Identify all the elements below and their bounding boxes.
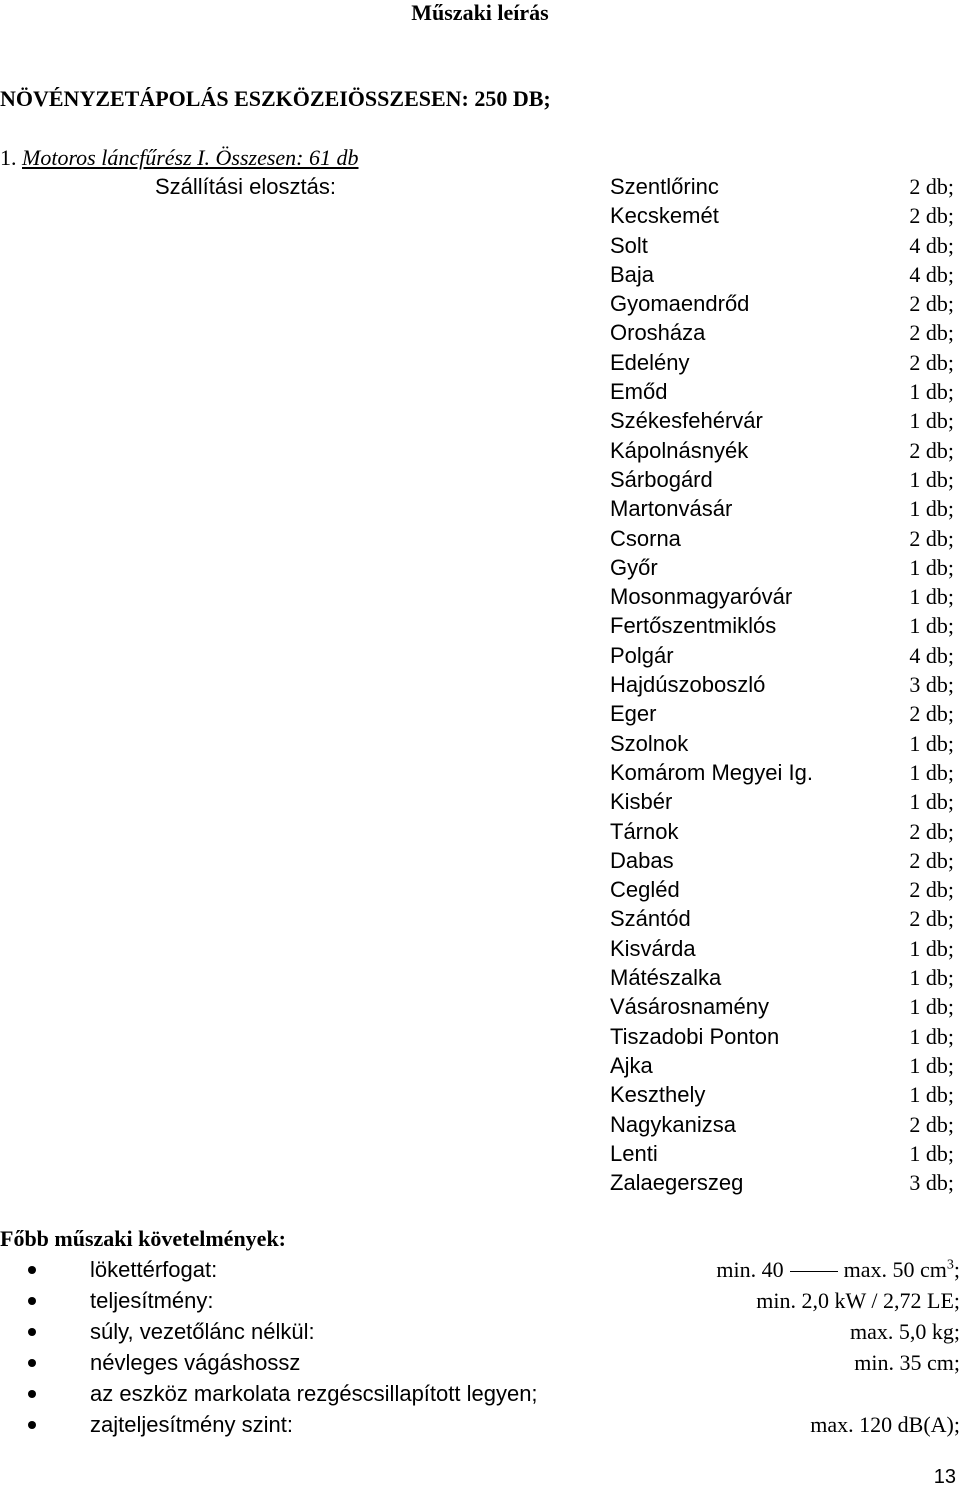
list-item (610, 291, 954, 320)
requirement-value: min. 35 cm; (854, 1350, 960, 1375)
requirement-cut-length (0, 1350, 960, 1381)
main-heading: NÖVÉNYZETÁPOLÁS ESZKÖZEIÖSSZESEN: 250 DB; (0, 86, 551, 111)
requirement-label: az eszköz markolata rezgéscsillapított legyen; (90, 1381, 538, 1406)
list-item (610, 731, 954, 760)
requirements-heading: Főbb műszaki követelmények: (0, 1226, 286, 1251)
city-name: Mátészalka (610, 965, 722, 991)
city-name: Szentlőrinc (610, 174, 719, 199)
list-item (610, 819, 954, 848)
requirement-label: zajteljesítmény szint: (90, 1412, 293, 1437)
list-item (610, 965, 954, 994)
quantity: 2 db; (909, 349, 954, 375)
city-name: Martonvásár (610, 496, 733, 522)
quantity: 1 db; (909, 584, 954, 610)
requirement-label: lökettérfogat: (90, 1257, 218, 1282)
list-item (610, 526, 954, 555)
quantity: 3 db; (909, 672, 954, 698)
city-name: Polgár (610, 642, 674, 668)
requirements-list (0, 1257, 960, 1443)
quantity: 4 db; (909, 261, 954, 287)
city-name: Győr (610, 554, 658, 580)
list-item (610, 643, 954, 672)
city-name: Fertőszentmiklós (610, 613, 777, 639)
requirement-displacement (0, 1257, 960, 1288)
city-name: Kápolnásnyék (610, 437, 749, 463)
list-item (610, 994, 954, 1023)
quantity: 1 db; (909, 730, 954, 756)
quantity: 1 db; (909, 1140, 954, 1166)
list-item (610, 789, 954, 818)
quantity: 1 db; (909, 994, 954, 1020)
value-max: max. 50 cm (843, 1257, 947, 1282)
requirement-vibration (0, 1381, 960, 1412)
list-item (610, 584, 954, 613)
quantity: 2 db; (909, 847, 954, 873)
city-name: Vásárosnamény (610, 994, 769, 1020)
quantity: 2 db; (909, 203, 954, 229)
city-name: Dabas (610, 847, 674, 873)
list-item (610, 467, 954, 496)
quantity: 1 db; (909, 466, 954, 492)
list-item (610, 408, 954, 437)
list-item (610, 496, 954, 525)
quantity: 2 db; (909, 291, 954, 317)
city-name: Orosháza (610, 320, 706, 346)
list-item (610, 760, 954, 789)
bullet-icon (28, 1421, 36, 1429)
bullet-icon (28, 1297, 36, 1305)
distribution-list (610, 174, 954, 1199)
page-title: Műszaki leírás (411, 0, 549, 25)
quantity: 4 db; (909, 642, 954, 668)
quantity: 2 db; (909, 320, 954, 346)
section-title: Motoros láncfűrész I. Összesen: 61 db (22, 145, 359, 170)
city-name: Nagykanizsa (610, 1111, 736, 1137)
city-name: Tárnok (610, 818, 679, 844)
section-heading (0, 145, 359, 171)
quantity: 2 db; (909, 437, 954, 463)
city-name: Ajka (610, 1052, 653, 1078)
list-item (610, 233, 954, 262)
list-item (610, 672, 954, 701)
quantity: 1 db; (909, 1023, 954, 1049)
city-name: Solt (610, 232, 648, 258)
list-item (610, 1053, 954, 1082)
city-name: Kisbér (610, 789, 673, 815)
page-number: 13 (933, 1466, 956, 1488)
bullet-icon (28, 1390, 36, 1398)
list-item (610, 848, 954, 877)
requirement-label: névleges vágáshossz (90, 1350, 301, 1375)
quantity: 2 db; (909, 818, 954, 844)
city-name: Csorna (610, 525, 681, 551)
list-item (610, 613, 954, 642)
list-item (610, 936, 954, 965)
list-item (610, 1024, 954, 1053)
value-superscript: 3 (946, 1257, 954, 1273)
requirement-value: max. 120 dB(A); (810, 1412, 960, 1437)
list-item (610, 1170, 954, 1199)
quantity: 1 db; (909, 379, 954, 405)
city-name: Kecskemét (610, 203, 719, 229)
requirement-weight (0, 1319, 960, 1350)
quantity: 1 db; (909, 965, 954, 991)
list-item (610, 555, 954, 584)
bullet-icon (28, 1359, 36, 1367)
city-name: Komárom Megyei Ig. (610, 759, 813, 785)
list-item (610, 262, 954, 291)
requirement-value: min. 2,0 kW / 2,72 LE; (756, 1288, 960, 1313)
city-name: Emőd (610, 379, 668, 405)
list-item (610, 379, 954, 408)
list-item (610, 906, 954, 935)
city-name: Székesfehérvár (610, 408, 763, 434)
city-name: Mosonmagyaróvár (610, 584, 793, 610)
quantity: 1 db; (909, 789, 954, 815)
value-min: min. 40 (716, 1257, 784, 1282)
city-name: Zalaegerszeg (610, 1170, 744, 1196)
city-name: Szolnok (610, 730, 689, 756)
quantity: 3 db; (909, 1170, 954, 1196)
city-name: Tiszadobi Ponton (610, 1023, 780, 1049)
bullet-icon (28, 1266, 36, 1274)
city-name: Sárbogárd (610, 466, 713, 492)
quantity: 1 db; (909, 496, 954, 522)
quantity: 1 db; (909, 759, 954, 785)
list-item (610, 1141, 954, 1170)
quantity: 1 db; (909, 1052, 954, 1078)
quantity: 1 db; (909, 1082, 954, 1108)
list-item (610, 350, 954, 379)
city-name: Kisvárda (610, 935, 696, 961)
list-item (610, 877, 954, 906)
requirement-label: súly, vezetőlánc nélkül: (90, 1319, 315, 1344)
list-item (610, 1082, 954, 1111)
list-item (610, 701, 954, 730)
requirement-value (716, 1257, 960, 1283)
city-name: Eger (610, 701, 657, 727)
quantity: 4 db; (909, 232, 954, 258)
quantity: 2 db; (909, 525, 954, 551)
city-name: Edelény (610, 349, 690, 375)
requirement-label: teljesítmény: (90, 1288, 214, 1313)
quantity: 2 db; (909, 906, 954, 932)
requirement-noise (0, 1412, 960, 1443)
list-item (610, 320, 954, 349)
list-item (610, 203, 954, 232)
quantity: 2 db; (909, 174, 954, 199)
requirement-value: max. 5,0 kg; (850, 1319, 960, 1344)
quantity: 2 db; (909, 1111, 954, 1137)
value-end: ; (953, 1257, 960, 1282)
city-name: Keszthely (610, 1082, 706, 1108)
city-name: Hajdúszoboszló (610, 672, 766, 698)
city-name: Cegléd (610, 877, 680, 903)
list-item (610, 174, 954, 203)
quantity: 2 db; (909, 701, 954, 727)
list-item (610, 1112, 954, 1141)
list-item (610, 438, 954, 467)
dash-icon (790, 1271, 838, 1272)
quantity: 1 db; (909, 935, 954, 961)
quantity: 1 db; (909, 554, 954, 580)
bullet-icon (28, 1328, 36, 1336)
quantity: 1 db; (909, 408, 954, 434)
quantity: 2 db; (909, 877, 954, 903)
requirement-power (0, 1288, 960, 1319)
quantity: 1 db; (909, 613, 954, 639)
city-name: Baja (610, 261, 655, 287)
city-name: Lenti (610, 1140, 658, 1166)
city-name: Gyomaendrőd (610, 291, 750, 317)
section-number: 1. (0, 145, 17, 170)
distribution-label: Szállítási elosztás: (155, 174, 336, 199)
city-name: Szántód (610, 906, 691, 932)
